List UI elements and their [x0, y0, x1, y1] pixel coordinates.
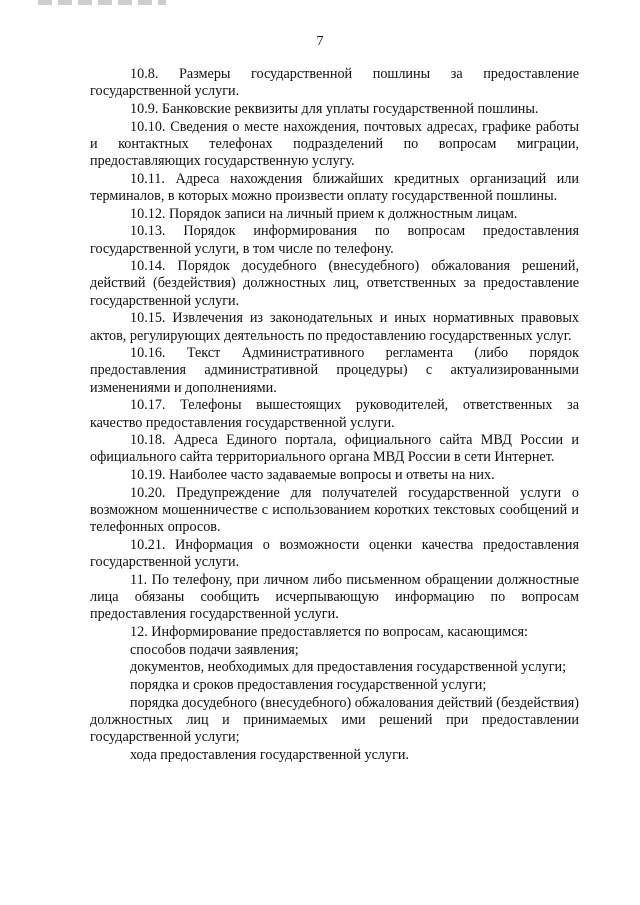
paragraph-10-8: 10.8. Размеры государственной пошлины за предоставление государственной услуги.	[90, 66, 579, 100]
list-item-application-methods: способов подачи заявления;	[130, 641, 299, 658]
paragraph-10-13: 10.13. Порядок информирования по вопросам предоставления государственной услуги, в том числе по телефону.	[90, 223, 579, 257]
paragraph-12: 12. Информирование предоставляется по вопросам, касающимся:	[130, 624, 528, 640]
paragraph-10-19: 10.19. Наиболее часто задаваемые вопросы и ответы на них.	[130, 467, 495, 484]
paragraph-10-11: 10.11. Адреса нахождения ближайших кредитных организаций или терминалов, в которых можно произвести оплату государственной пошлины.	[90, 170, 579, 204]
paragraph-11: 11. По телефону, при личном либо письменном обращении должностные лица обязаны сообщить исчерпывающую информацию по вопросам предоставления государственной услуги.	[90, 571, 579, 623]
paragraph-10-16: 10.16. Текст Административного регламента (либо порядок предоставления административной процедуры) с актуализированными изменениями и дополнениями.	[90, 345, 579, 396]
list-item-procedure-deadlines: порядка и сроков предоставления государственной услуги;	[130, 677, 487, 694]
list-item-required-documents: документов, необходимых для предоставления государственной услуги;	[130, 659, 567, 676]
paragraph-10-10: 10.10. Сведения о месте нахождения, почтовых адресах, графике работы и контактных телефонах подразделений по вопросам миграции, предоставляющих государственную услугу.	[90, 118, 579, 170]
paragraph-10-14: 10.14. Порядок досудебного (внесудебного) обжалования решений, действий (бездействия) должностных лиц, ответственных за предоставление государственной услуги.	[90, 258, 579, 309]
paragraph-10-15: 10.15. Извлечения из законодательных и иных нормативных правовых актов, регулирующих деятельность по предоставлению государственных услуг.	[90, 310, 579, 344]
paragraph-10-18: 10.18. Адреса Единого портала, официального сайта МВД России и официального сайта территориального органа МВД России в сети Интернет.	[90, 432, 579, 466]
paragraph-10-9: 10.9. Банковские реквизиты для уплаты государственной пошлины.	[130, 100, 539, 117]
paragraph-10-12: 10.12. Порядок записи на личный прием к должностным лицам.	[130, 205, 518, 222]
scan-header-mark	[38, 0, 166, 5]
paragraph-10-21: 10.21. Информация о возможности оценки качества предоставления государственной услуги.	[90, 536, 579, 571]
list-item-appeal-procedure: порядка досудебного (внесудебного) обжалования действий (бездействия) должностных лиц и принимаемых ими решений при предоставлении государственной услуги;	[90, 694, 579, 746]
page-number: 7	[316, 34, 324, 49]
list-item-service-progress: хода предоставления государственной услуги.	[130, 746, 410, 763]
paragraph-10-17: 10.17. Телефоны вышестоящих руководителей, ответственных за качество предоставления государственной услуги.	[90, 397, 579, 431]
document-body	[90, 66, 579, 765]
paragraph-10-20: 10.20. Предупреждение для получателей государственной услуги о возможном мошенничестве с использованием коротких текстовых сообщений и телефонных опросов.	[90, 484, 579, 536]
